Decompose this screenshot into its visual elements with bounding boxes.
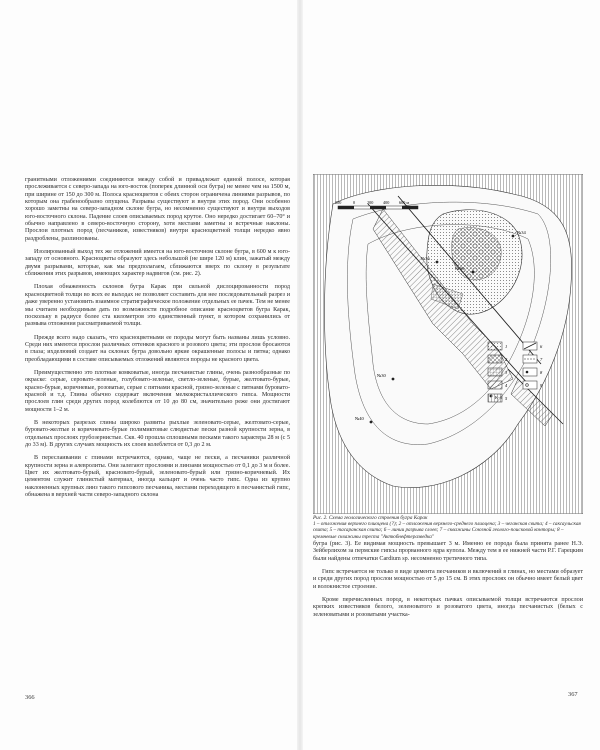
legend-swatch-9 <box>523 381 537 389</box>
figure-caption-title: Рис. 2. Схема геологического строения бугра Карак <box>313 515 428 521</box>
well-label-34: №34 <box>517 230 526 235</box>
legend-swatch-3 <box>488 368 502 376</box>
left-page-number: 366 <box>25 694 35 701</box>
right-paragraph-3: Кроме перечисленных пород, в некоторых пачках описываемой толщи встречаются прослои крепких известняков белого, зеленоватого и розоватого цвета, иногда песчанистых (белых с зеленоватыми и розоватыми участка- <box>313 597 583 618</box>
well-marker-38 <box>472 271 475 274</box>
legend-swatch-4 <box>488 381 502 389</box>
well-marker-40 <box>370 421 373 424</box>
legend-swatch-2 <box>488 355 502 363</box>
scale-tick-5: 600 м <box>399 200 409 205</box>
legend-swatch-1 <box>488 342 502 350</box>
legend-number-8: 8 <box>540 370 543 375</box>
left-paragraph-2: Изолированный выход тех же отложений имеется на юго-восточном склоне бугра, в 600 м к юго-западу от основного. Красноцветы образуют здесь небольшой (не шире 120 м) клин, зажатый между двумя разрывами, которые, как мы предполагаем, сближаются вверх по склону в результате сближения этих разрывов, имеющих характер надвигов (см. рис. 2). <box>25 249 290 278</box>
well-marker-36 <box>436 261 439 264</box>
left-paragraph-5: Преимущественно это плотные комковатые, иногда песчанистые глины, очень разнообразные по окраске: серые, серовато-зеленые, голубовато-зеленые, светло-зеленые, бурые, желтовато-бурые, красно-бурые, коричневые, розоватые, серые с пятнами красной, грязно-зеленые с пятнами буровато-красной и т.д. Глины обычно содержат включения мелкокристаллического гипса. Мощности прослоев глин среди других пород колеблются от 10 до 80 см, значительно реже они достигают мощности 1–2 м. <box>25 369 290 413</box>
left-page <box>0 0 297 750</box>
well-label-40: №40 <box>355 416 364 421</box>
scale-tick-3: 200 <box>367 200 374 205</box>
legend-swatch-8 <box>523 368 537 376</box>
legend-number-9: 9 <box>540 383 543 388</box>
geological-map-figure <box>313 174 583 514</box>
well-marker-34 <box>512 235 515 238</box>
left-paragraph-4: Прежде всего надо сказать, что красноцветными ее породы могут быть названы лишь условно. Среди них имеются прослои различных оттенков красного и розового цвета; эти прослои бросаются в глаза; ихделювий создает на склонах бугра довольно яркие окрашенные полосы и пятна; однако преобладающими в составе описываемых отложений являются породы не красного цвета. <box>25 334 290 363</box>
figure-caption-body: 1 – отложения верхнего плиоцена (?); 2 – отложения верхнего-среднего плиоцена; 3 – чеганская свита; 4 – саксаульская свита; 5 – тасаранская свита; 6 – линии разрыва слоев; 7 – скважины Союзной геолого-поисковой конторы; 8 – кремневые скважины треста "Актюбнефтеразведка" <box>313 521 581 540</box>
well-label-38: №38 <box>455 266 464 271</box>
left-paragraph-3: Плохая обнаженность склонов бугра Карак при сильной дислоцированности пород красноцветной толщи во всех ее выходах не позволяет составить для нее последовательный разрез и даже уверенно установить взаимное стратиграфическое положение отдельных ее пачек. Тем не менее мы считаем необходимым дать по возможности подробное описание красноцветов бугра Карак, поскольку в радиусе более ста километров это единственный пункт, в котором сохранились от размыва отложения рассматриваемой толщи. <box>25 284 290 328</box>
left-paragraph-1: гранитными отложениями соединяются между собой и привадлежат единой полосе, которая прослеживается с северо-запада на юго-восток (поперек длинной оси бугра) не менее чем на 1500 м, при ширине от 150 до 300 м. Полоса красноцветов с обеих сторон ограничена линиями разрывов, по которым она грабенообразно опущена. Разрывы существуют и внутри этих пород. Они особенно хорошо заметны на северо-западном склоне бугра, но несомненно существуют и внутри выходов юго-восточного склона. Падение слоев описываемых пород крутое. Оно нередко достигает 60–70° и обычно направлено в северо-восточную сторону, хотя местами заметны и встречные наклоны. Прослои плотных пород (песчаников, известняков) внутри красноцветной толщи нередко явно раздроблены, разлинзованы. <box>25 177 290 242</box>
figure-caption <box>313 515 583 540</box>
left-paragraph-6: В некоторых разрезах глины широко развиты рыхлые зеленовато-серые, желтовато-серые, буровато-желтые и коричневато-бурые полимиктовые слюдистые пески разной крупности зерна, в отдельных прослоях грубозернистые. Скв. 40 прошла сплошными песками такого характера 28 м (с 5 до 33 м). В других случаях мощность их слоев колеблется от 0,3 до 2 м. <box>25 419 290 448</box>
legend-number-2: 2 <box>505 357 508 362</box>
legend-number-3: 3 <box>505 370 508 375</box>
well-label-30: №30 <box>377 373 386 378</box>
scale-tick-2: 0 <box>353 200 356 205</box>
legend-number-1: 1 <box>505 344 508 349</box>
well-label-36: №36 <box>421 256 430 261</box>
right-paragraph-2: Гипс встречается не только в виде цемента песчаников и включений в глинах, но местами образует и среди других пород прослои мощностью от 5 до 15 см. В этих прослоях он обычно имеет белый цвет и волокнистое строение. <box>313 569 583 590</box>
scale-tick-1: 200 <box>335 200 342 205</box>
legend-number-5: 5 <box>505 396 508 401</box>
scale-tick-4: 400 <box>383 200 390 205</box>
right-page-number: 367 <box>568 691 578 698</box>
legend-number-4: 4 <box>505 383 508 388</box>
right-text-column <box>313 541 583 619</box>
left-paragraph-7: В переслаивании с глинами встречаются, однако, чаще не пески, а песчаники различной крупности зерна и алевролиты. Они залегают прослоями и линзами мощностью от 0,1 до 3 м и более. Цвет их желтовато-бурый, красновато-бурый, зеленовато-бурый или грязно-коричневый. Их цементом служит глинистый материал, иногда кальцит и очень часто гипс. Одна из крупно наклоненных крупных линз такого гипсового песчаника, местами переходящего в песчанистый гипс, обнажена в верхней части северо-западного склона <box>25 455 290 499</box>
left-text-column <box>25 177 290 499</box>
legend-number-6: 6 <box>540 344 543 349</box>
right-paragraph-1: бугра (рис. 3). Ее видимая мощность превышает 3 м. Именно ее порода была принята ранее Н.Э. Зейберлихом за пермские гипсы прорванного ядра купола. Между тем в ее нижней части Р.Г. Гарецким были найдены отпечатки Cardium sp. несомненно третичного типа. <box>313 541 583 562</box>
legend-swatch-5 <box>488 394 502 402</box>
right-page <box>303 0 600 750</box>
well-marker-30 <box>392 378 395 381</box>
legend-number-7: 7 <box>540 357 543 362</box>
